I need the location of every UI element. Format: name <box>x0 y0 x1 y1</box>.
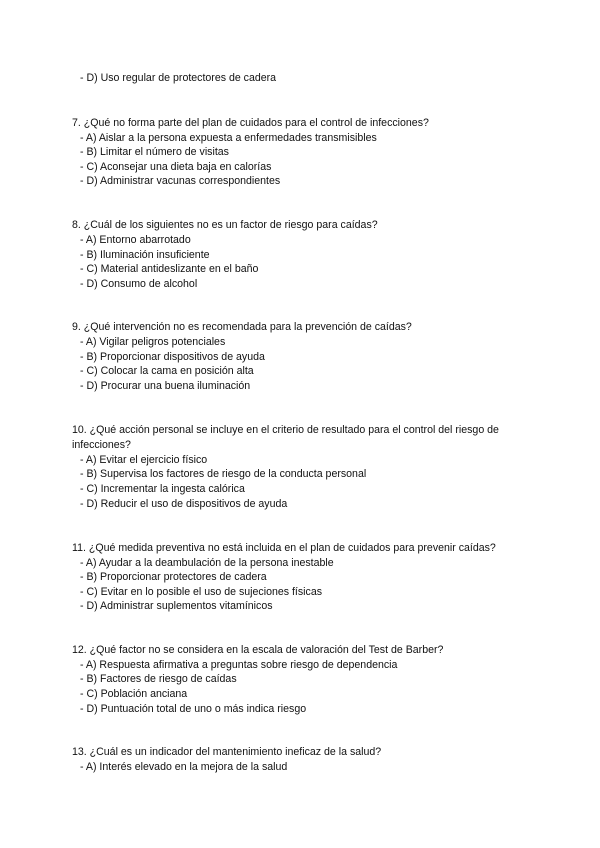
option-line: - A) Entorno abarrotado <box>80 234 191 246</box>
question-text: 8. ¿Cuál de los siguientes no es un factor de riesgo para caídas? <box>72 219 378 231</box>
option-line: - C) Incrementar la ingesta calórica <box>80 483 245 495</box>
option-line: - D) Uso regular de protectores de cadera <box>80 72 277 84</box>
option-line: - A) Interés elevado en la mejora de la salud <box>80 761 288 773</box>
option-line: - D) Administrar suplementos vitamínicos <box>80 600 273 612</box>
option-line: - D) Reducir el uso de dispositivos de ayuda <box>80 498 288 510</box>
option-line: - A) Evitar el ejercicio físico <box>80 454 208 466</box>
option-line: - A) Vigilar peligros potenciales <box>80 336 226 348</box>
option-line: - B) Supervisa los factores de riesgo de la conducta personal <box>80 468 367 480</box>
option-line: - C) Evitar en lo posible el uso de sujeciones físicas <box>80 586 323 598</box>
option-line: - D) Consumo de alcohol <box>80 278 198 290</box>
question-text: 10. ¿Qué acción personal se incluye en el criterio de resultado para el control del riesgo de infecciones? <box>72 424 499 451</box>
option-line: - B) Iluminación insuficiente <box>80 249 210 261</box>
option-line: - D) Procurar una buena iluminación <box>80 380 251 392</box>
option-line: - A) Respuesta afirmativa a preguntas sobre riesgo de dependencia <box>80 659 398 671</box>
option-line: - D) Puntuación total de uno o más indica riesgo <box>80 703 307 715</box>
option-line: - D) Administrar vacunas correspondientes <box>80 175 281 187</box>
question-text: 9. ¿Qué intervención no es recomendada para la prevención de caídas? <box>72 321 412 333</box>
question-text: 13. ¿Cuál es un indicador del mantenimiento ineficaz de la salud? <box>72 746 382 758</box>
question-text: 11. ¿Qué medida preventiva no está incluida en el plan de cuidados para prevenir caídas? <box>72 542 496 554</box>
option-line: - A) Aislar a la persona expuesta a enfermedades transmisibles <box>80 132 377 144</box>
option-line: - C) Población anciana <box>80 688 188 700</box>
option-line: - B) Proporcionar protectores de cadera <box>80 571 267 583</box>
option-line: - B) Factores de riesgo de caídas <box>80 673 237 685</box>
option-line: - B) Limitar el número de visitas <box>80 146 229 158</box>
option-line: - C) Colocar la cama en posición alta <box>80 365 254 377</box>
option-line: - B) Proporcionar dispositivos de ayuda <box>80 351 265 363</box>
question-text: 12. ¿Qué factor no se considera en la escala de valoración del Test de Barber? <box>72 644 444 656</box>
option-line: - A) Ayudar a la deambulación de la persona inestable <box>80 557 334 569</box>
option-line: - C) Material antideslizante en el baño <box>80 263 259 275</box>
option-line: - C) Aconsejar una dieta baja en calorías <box>80 161 272 173</box>
question-text: 7. ¿Qué no forma parte del plan de cuidados para el control de infecciones? <box>72 117 429 129</box>
